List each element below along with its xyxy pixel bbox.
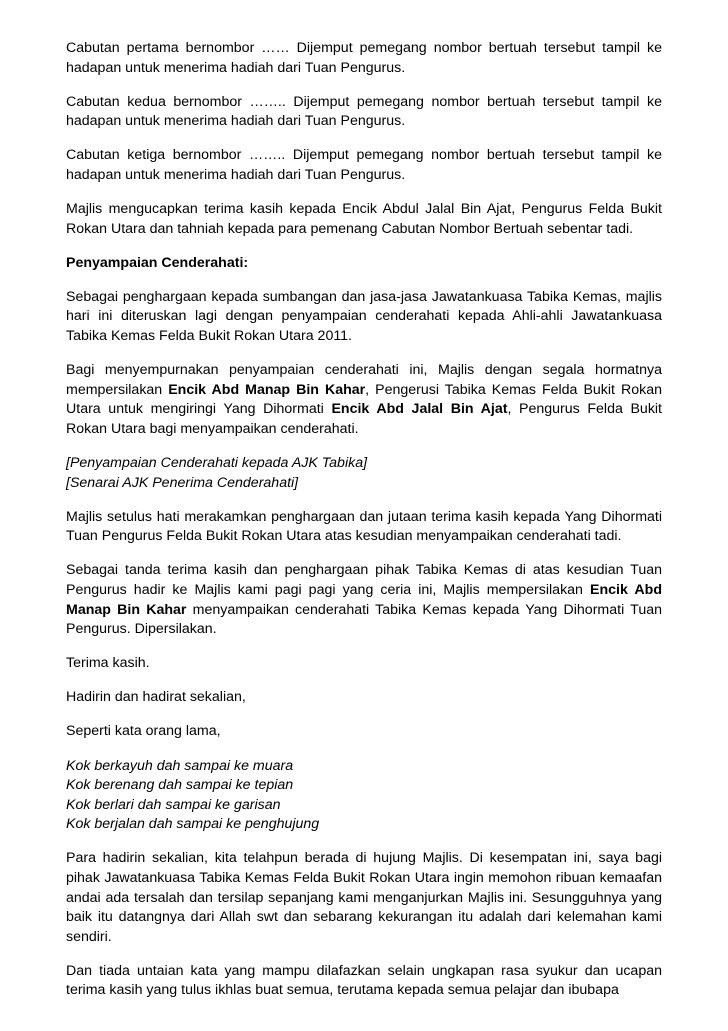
document-body bbox=[66, 39, 662, 1016]
text-run: , Pengurus Felda Bukit Rokan Utara bagi menyampaikan cenderahati. bbox=[66, 401, 663, 437]
stage-direction-line: [Senarai AJK Penerima Cenderahati] bbox=[66, 474, 299, 491]
name-pengurus: Encik Abd Jalal Bin Ajat bbox=[331, 401, 508, 418]
text-run: Bagi menyempurnakan penyampaian cenderahati ini, Majlis dengan segala hormatnya mempersilakan bbox=[66, 362, 662, 398]
pantun-verse bbox=[66, 757, 662, 835]
name-pengerusi: Encik Abd Manap Bin Kahar bbox=[168, 381, 366, 398]
paragraph-mempersilakan bbox=[66, 361, 662, 439]
pantun-line: Kok berkayuh dah sampai ke muara bbox=[66, 757, 294, 774]
stage-directions bbox=[66, 454, 662, 493]
paragraph-kata-orang-lama: Seperti kata orang lama, bbox=[66, 723, 221, 740]
paragraph-cabutan-kedua: Cabutan kedua bernombor …….. Dijemput pemegang nombor bertuah tersebut tampil ke hadapan untuk menerima hadiah dari Tuan Pengurus. bbox=[66, 93, 662, 130]
paragraph-memohon-maaf: Para hadirin sekalian, kita telahpun berada di hujung Majlis. Di kesempatan ini, saya bagi pihak Jawatankuasa Tabika Kemas Felda Bukit Rokan Utara ingin memohon ribuan kemaafan andai ada tersalah dan tersilap sepanjang kami menganjurkan Majlis ini. Sesungguhnya yang baik itu datangnya dari Allah swt dan sebarang kekurangan itu adalah dari kelemahan kami sendiri. bbox=[66, 850, 662, 945]
paragraph-terima-kasih: Terima kasih. bbox=[66, 655, 150, 672]
paragraph-tanda-terima-kasih bbox=[66, 561, 662, 639]
paragraph-cabutan-ketiga: Cabutan ketiga bernombor …….. Dijemput pemegang nombor bertuah tersebut tampil ke hadapan untuk menerima hadiah dari Tuan Pengurus. bbox=[66, 147, 662, 183]
text-run: , Pengerusi Tabika Kemas Felda Bukit Rokan Utara untuk mengiringi Yang Dihormati bbox=[66, 381, 663, 418]
section-heading-cenderahati: Penyampaian Cenderahati: bbox=[66, 254, 249, 271]
paragraph-terima-kasih-pengurus: Majlis mengucapkan terima kasih kepada Encik Abdul Jalal Bin Ajat, Pengurus Felda Bukit Rokan Utara dan tahniah kepada para pemenang Cabutan Nombor Bertuah sebentar tadi. bbox=[66, 201, 662, 237]
paragraph-cabutan-pertama: Cabutan pertama bernombor …… Dijemput pemegang nombor bertuah tersebut tampil ke hadapan untuk menerima hadiah dari Tuan Pengurus. bbox=[66, 40, 662, 76]
text-run: Sebagai tanda terima kasih dan penghargaan pihak Tabika Kemas di atas kesudian Tuan Pengurus hadir ke Majlis kami pagi pagi yang ceria ini, Majlis mempersilakan bbox=[66, 562, 662, 598]
paragraph-penghargaan-tuan-pengurus: Majlis setulus hati merakamkan penghargaan dan jutaan terima kasih kepada Yang Dihormati Tuan Pengurus Felda Bukit Rokan Utara atas kesudian menyampaikan cenderahati tadi. bbox=[66, 508, 662, 545]
paragraph-hadirin: Hadirin dan hadirat sekalian, bbox=[66, 689, 246, 706]
pantun-line: Kok berlari dah sampai ke garisan bbox=[66, 796, 281, 813]
paragraph-penghargaan-jawatankuasa: Sebagai penghargaan kepada sumbangan dan jasa-jasa Jawatankuasa Tabika Kemas, majlis hari ini diteruskan lagi dengan penyampaian cenderahati kepada Ahli-ahli Jawatankuasa Tabika Kemas Felda Bukit Rokan Utara 2011. bbox=[66, 288, 662, 345]
paragraph-ucapan-syukur: Dan tiada untaian kata yang mampu dilafazkan selain ungkapan rasa syukur dan ucapan terima kasih yang tulus ikhlas buat semua, terutama kepada semua pelajar dan ibubapa bbox=[66, 962, 662, 999]
pantun-line: Kok berjalan dah sampai ke penghujung bbox=[66, 816, 320, 833]
text-run: menyampaikan cenderahati Tabika Kemas kepada Yang Dihormati Tuan Pengurus. Dipersilakan. bbox=[66, 601, 662, 638]
name-pengerusi: Encik Abd Manap Bin Kahar bbox=[66, 581, 662, 618]
stage-direction-line: [Penyampaian Cenderahati kepada AJK Tabika] bbox=[66, 455, 368, 471]
pantun-line: Kok berenang dah sampai ke tepian bbox=[66, 777, 294, 794]
